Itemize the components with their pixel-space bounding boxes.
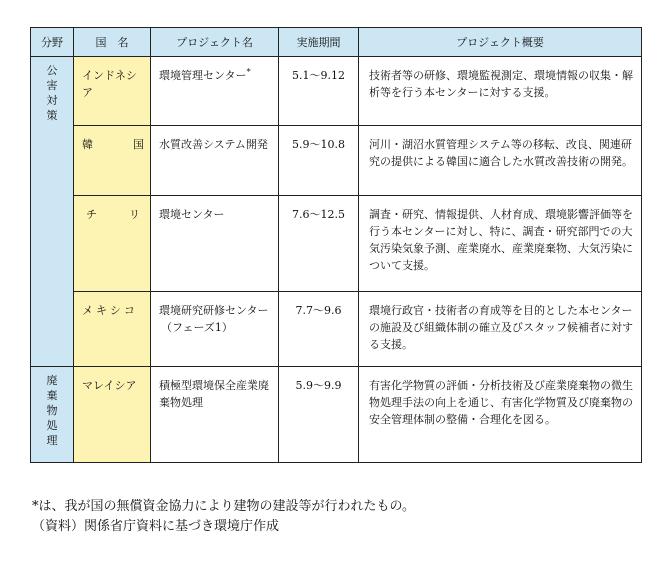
project-cell: 水質改善システム開発: [151, 126, 279, 196]
table-row: [31, 57, 642, 126]
header-field: [31, 28, 74, 57]
project-name: 環境研究研修センター: [159, 304, 269, 317]
country-cell: [74, 57, 151, 126]
project-table: [30, 27, 642, 463]
header-country: 国 名: [74, 28, 151, 57]
country-name-char: 韓: [82, 138, 93, 151]
field-cell-pollution: [31, 57, 74, 367]
country-name: インドネシア: [82, 69, 137, 99]
footnote-mark: *: [246, 67, 251, 77]
country-cell: [74, 367, 151, 463]
country-cell: [74, 126, 151, 196]
header-field-text: 分野: [41, 35, 63, 49]
source-note: （資料）関係省庁資料に基づき環境庁作成: [32, 519, 280, 534]
table-row: [31, 196, 642, 292]
country-name: マレイシア: [82, 379, 137, 392]
table-row: [31, 367, 642, 463]
footnote: *は、我が国の無償資金協力により建物の建設等が行われたもの。: [32, 499, 415, 514]
period-cell: 5.9～10.8: [279, 126, 359, 196]
summary-cell: 河川・湖沼水質管理システム等の移転、改良、関連研究の提供による韓国に適合した水質改善技術の開発。: [359, 126, 642, 196]
notes: [32, 497, 415, 537]
country-cell: [74, 196, 151, 292]
country-name-char: リ: [129, 208, 140, 221]
summary-cell: 調査・研究、情報提供、人材育成、環境影響評価等を行う本センターに対し、特に、調査・研究部門での大気汚染気象予測、産業廃水、産業廃棄物、大気汚染について支援。: [359, 196, 642, 292]
country-name-char: 国: [133, 138, 144, 151]
period-cell: 7.6～12.5: [279, 196, 359, 292]
period-cell: 7.7～9.6: [279, 292, 359, 367]
project-cell: [151, 292, 279, 367]
project-cell: [151, 57, 279, 126]
header-row: [31, 28, 642, 57]
project-phase: （フェーズ1）: [161, 321, 233, 334]
summary-cell: 技術者等の研修、環境監視測定、環境情報の収集・解析等を行う本センターに対する支援。: [359, 57, 642, 126]
field-label: 公害対策: [46, 64, 58, 122]
field-label: 廃棄物処理: [46, 374, 58, 447]
project-name: 環境管理センター: [159, 69, 247, 82]
country-name: メキシコ: [82, 304, 138, 317]
header-summary: プロジェクト概要: [359, 28, 642, 57]
country-name-char: チ: [86, 208, 97, 221]
project-cell: 環境センター: [151, 196, 279, 292]
summary-cell: 環境行政官・技術者の育成等を目的とした本センターの施設及び組織体制の確立及びスタッフ候補者に対する支援。: [359, 292, 642, 367]
summary-cell: 有害化学物質の評価・分析技術及び産業廃棄物の微生物処理手法の向上を通じ、有害化学物質及び廃棄物の安全管理体制の整備・合理化を図る。: [359, 367, 642, 463]
table-row: [31, 292, 642, 367]
period-cell: 5.9～9.9: [279, 367, 359, 463]
country-cell: [74, 292, 151, 367]
header-project: プロジェクト名: [151, 28, 279, 57]
field-cell-waste: [31, 367, 74, 463]
header-period: 実施期間: [279, 28, 359, 57]
table-row: [31, 126, 642, 196]
period-cell: 5.1～9.12: [279, 57, 359, 126]
project-cell: 積極型環境保全産業廃棄物処理: [151, 367, 279, 463]
